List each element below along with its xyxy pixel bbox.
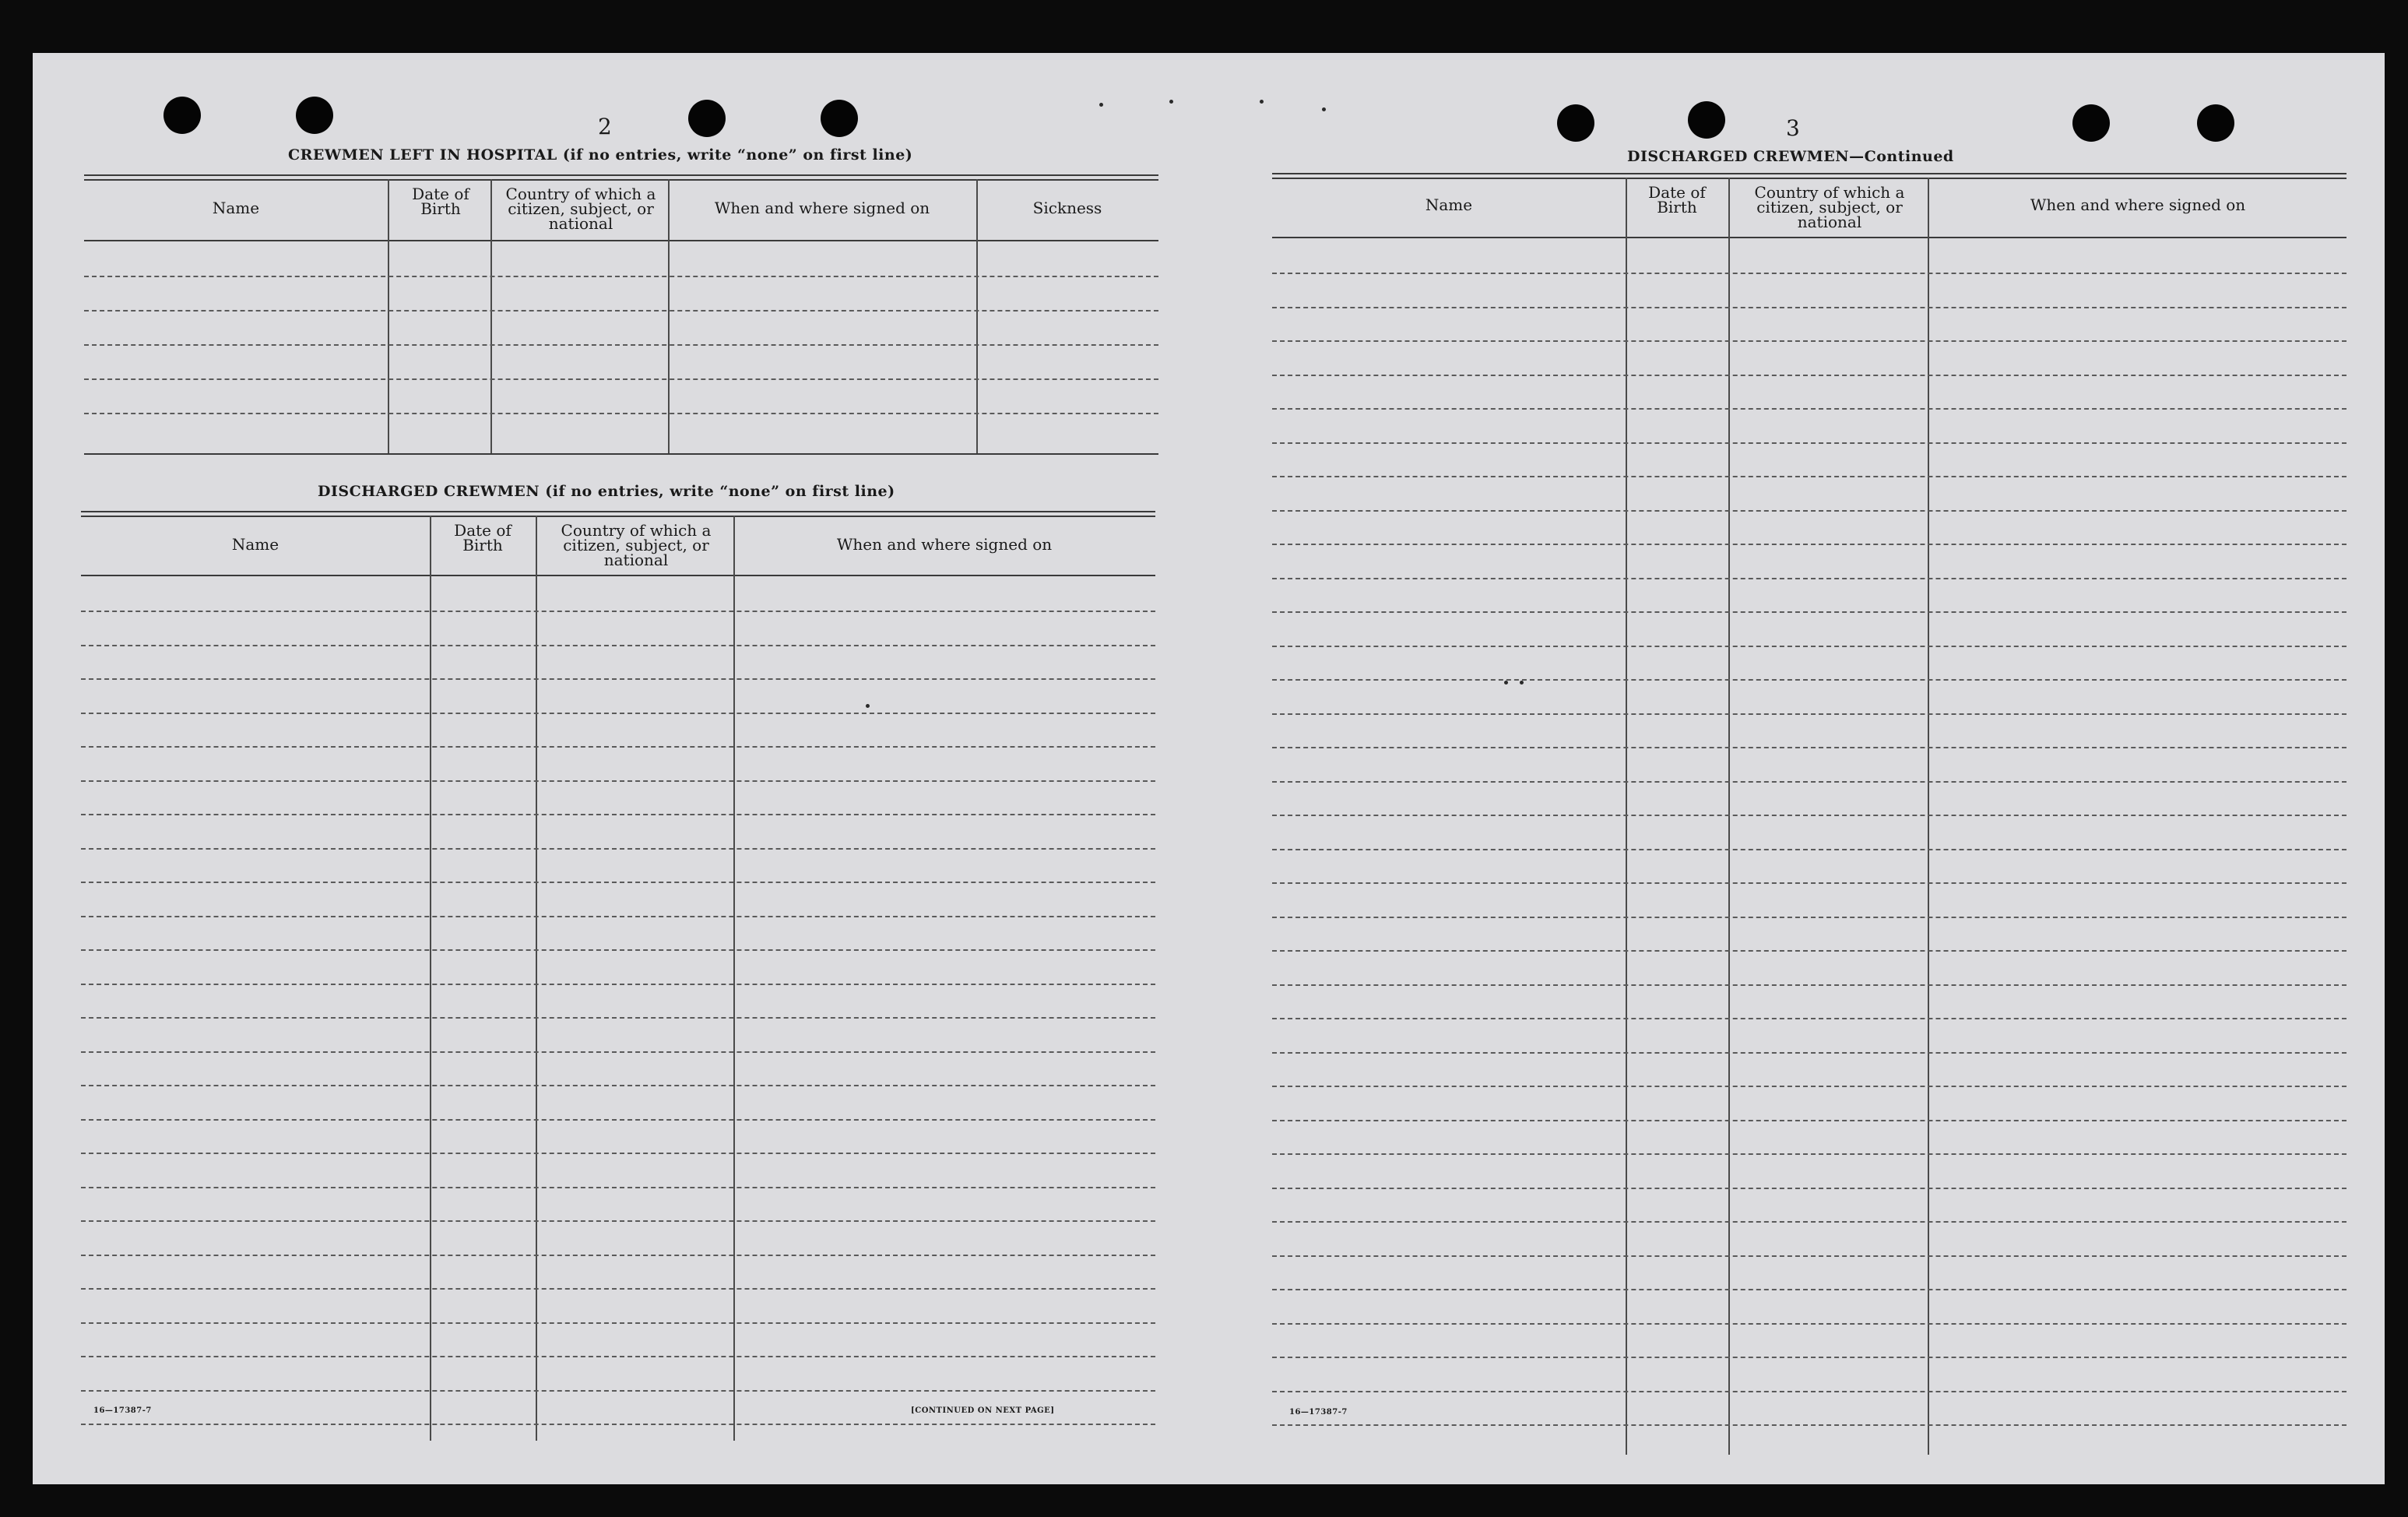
right-col-header bbox=[1733, 185, 1926, 230]
form-row-line bbox=[81, 848, 1155, 850]
form-row-line bbox=[1272, 984, 2346, 986]
discharged-table-top-rule bbox=[81, 511, 1155, 512]
punch-hole bbox=[296, 97, 333, 134]
form-row-line bbox=[1272, 950, 2346, 952]
form-row-line bbox=[81, 1187, 1155, 1188]
form-row-line bbox=[1272, 882, 2346, 884]
punch-hole bbox=[1557, 104, 1594, 142]
hospital-col-header bbox=[495, 187, 666, 231]
discharged-title-text: DISCHARGED CREWMEN bbox=[318, 483, 540, 500]
form-row-line bbox=[81, 1322, 1155, 1324]
form-row-line bbox=[1272, 375, 2346, 376]
form-row-line bbox=[81, 1051, 1155, 1053]
discharged-instruction: (if no entries, write “none” on first line) bbox=[545, 483, 895, 500]
form-row-line bbox=[1272, 510, 2346, 512]
form-row-line bbox=[1272, 1221, 2346, 1223]
right-header-dob: Date of Birth bbox=[1648, 183, 1706, 216]
form-number-right: 16—17387-7 bbox=[1289, 1408, 1348, 1417]
hospital-col-header bbox=[976, 201, 1158, 216]
discharged-section-title bbox=[318, 483, 895, 500]
form-row-line bbox=[1272, 1018, 2346, 1019]
right-col-header bbox=[1272, 195, 1626, 214]
form-row-line bbox=[1272, 1424, 2346, 1426]
discharged-header-bottom-rule bbox=[81, 575, 1155, 576]
form-row-line bbox=[1272, 1086, 2346, 1087]
form-row-line bbox=[81, 1288, 1155, 1290]
form-row-line bbox=[84, 310, 1158, 311]
form-row-line bbox=[81, 814, 1155, 815]
form-row-line bbox=[81, 645, 1155, 646]
discharged-table-top-rule-2 bbox=[81, 516, 1155, 517]
hospital-col-header bbox=[84, 201, 388, 216]
page-number-left: 2 bbox=[598, 114, 612, 139]
form-row-line bbox=[81, 1356, 1155, 1357]
right-table-top-rule-2 bbox=[1272, 178, 2346, 179]
punch-hole bbox=[163, 97, 201, 134]
right-header-signed: When and where signed on bbox=[2030, 195, 2246, 214]
hospital-title-text: CREWMEN LEFT IN HOSPITAL bbox=[288, 146, 557, 164]
hospital-col-header bbox=[395, 187, 486, 216]
form-row-line bbox=[1272, 578, 2346, 579]
form-row-line bbox=[1272, 781, 2346, 783]
discharged-header-dob: Date of Birth bbox=[454, 521, 511, 554]
discharged-header-signed: When and where signed on bbox=[836, 535, 1053, 554]
form-row-line bbox=[1272, 1323, 2346, 1325]
form-row-line bbox=[1272, 408, 2346, 410]
hospital-header-country: Country of which a citizen, subject, or national bbox=[505, 185, 656, 233]
punch-hole bbox=[688, 100, 726, 137]
form-row-line bbox=[1272, 646, 2346, 647]
form-row-line bbox=[1272, 1391, 2346, 1392]
form-row-line bbox=[84, 344, 1158, 346]
right-col-divider bbox=[1728, 178, 1730, 1455]
form-row-line bbox=[1272, 273, 2346, 274]
scan-speck bbox=[866, 704, 870, 708]
continued-section-title bbox=[1627, 148, 1954, 165]
form-row-line bbox=[1272, 611, 2346, 613]
hospital-header-signed: When and where signed on bbox=[714, 199, 930, 217]
form-row-line bbox=[81, 1424, 1155, 1425]
discharged-header-name: Name bbox=[231, 535, 279, 554]
scan-speck bbox=[1322, 107, 1326, 111]
form-number-left: 16—17387-7 bbox=[93, 1406, 152, 1415]
form-row-line bbox=[84, 276, 1158, 277]
hospital-table-top-rule-2 bbox=[84, 179, 1158, 181]
form-row-line bbox=[1272, 849, 2346, 850]
scan-speck bbox=[1260, 100, 1264, 104]
hospital-section-title bbox=[288, 146, 912, 164]
scan-speck bbox=[1169, 100, 1173, 104]
form-row-line bbox=[1272, 1357, 2346, 1358]
discharged-header-country: Country of which a citizen, subject, or national bbox=[561, 521, 712, 569]
hospital-instruction: (if no entries, write “none” on first line) bbox=[562, 146, 913, 164]
form-row-line bbox=[1272, 1255, 2346, 1257]
discharged-col-header bbox=[436, 523, 529, 553]
form-row-line bbox=[81, 984, 1155, 985]
scan-speck bbox=[1504, 681, 1508, 685]
discharged-col-divider bbox=[430, 516, 431, 1441]
punch-hole bbox=[2072, 104, 2110, 142]
hospital-table-bottom-rule bbox=[84, 453, 1158, 455]
discharged-col-header bbox=[81, 537, 430, 552]
hospital-header-dob: Date of Birth bbox=[412, 185, 469, 218]
form-row-line bbox=[1272, 1120, 2346, 1121]
hospital-col-header bbox=[668, 201, 976, 216]
right-col-divider bbox=[1928, 178, 1929, 1455]
continued-note: [CONTINUED ON NEXT PAGE] bbox=[911, 1406, 1055, 1415]
form-row-line bbox=[81, 1153, 1155, 1154]
continued-title-text: DISCHARGED CREWMEN bbox=[1627, 148, 1850, 165]
punch-hole bbox=[1688, 101, 1725, 139]
form-row-line bbox=[1272, 917, 2346, 918]
punch-hole bbox=[2197, 104, 2234, 142]
form-row-line bbox=[81, 780, 1155, 782]
form-row-line bbox=[81, 713, 1155, 714]
punch-hole bbox=[821, 100, 858, 137]
form-row-line bbox=[1272, 1153, 2346, 1155]
form-row-line bbox=[81, 1119, 1155, 1121]
form-row-line bbox=[81, 746, 1155, 748]
right-header-country: Country of which a citizen, subject, or national bbox=[1754, 183, 1905, 231]
form-row-line bbox=[81, 916, 1155, 917]
hospital-header-sickness: Sickness bbox=[1032, 199, 1102, 217]
form-row-line bbox=[1272, 747, 2346, 748]
form-row-line bbox=[81, 1390, 1155, 1392]
continued-label: —Continued bbox=[1849, 148, 1954, 165]
form-row-line bbox=[1272, 340, 2346, 342]
page-number-right: 3 bbox=[1786, 115, 1800, 141]
right-col-header bbox=[1928, 195, 2348, 214]
form-row-line bbox=[81, 949, 1155, 951]
discharged-col-divider bbox=[733, 516, 735, 1441]
form-row-line bbox=[1272, 442, 2346, 444]
form-row-line bbox=[1272, 679, 2346, 681]
form-row-line bbox=[81, 1220, 1155, 1222]
form-row-line bbox=[1272, 476, 2346, 477]
form-row-line bbox=[81, 1017, 1155, 1019]
form-row-line bbox=[1272, 544, 2346, 545]
form-row-line bbox=[1272, 815, 2346, 816]
form-row-line bbox=[1272, 1289, 2346, 1290]
hospital-header-name: Name bbox=[212, 199, 260, 217]
form-row-line bbox=[81, 678, 1155, 680]
form-row-line bbox=[81, 611, 1155, 612]
hospital-header-bottom-rule bbox=[84, 240, 1158, 241]
form-row-line bbox=[84, 378, 1158, 380]
form-row-line bbox=[1272, 1188, 2346, 1189]
right-col-header bbox=[1630, 185, 1724, 215]
discharged-col-header bbox=[540, 523, 732, 568]
right-table-top-rule bbox=[1272, 173, 2346, 174]
right-header-name: Name bbox=[1425, 195, 1473, 214]
form-sheet bbox=[33, 53, 2385, 1484]
discharged-col-divider bbox=[536, 516, 537, 1441]
right-header-bottom-rule bbox=[1272, 237, 2346, 238]
scan-speck bbox=[1099, 103, 1103, 107]
form-row-line bbox=[84, 413, 1158, 414]
discharged-col-header bbox=[733, 537, 1155, 552]
right-col-divider bbox=[1626, 178, 1627, 1455]
form-row-line bbox=[81, 1255, 1155, 1256]
form-row-line bbox=[81, 882, 1155, 883]
hospital-table-top-rule bbox=[84, 174, 1158, 176]
form-row-line bbox=[81, 1085, 1155, 1086]
scan-speck bbox=[1520, 681, 1524, 685]
form-row-line bbox=[1272, 1052, 2346, 1054]
form-row-line bbox=[1272, 713, 2346, 715]
form-row-line bbox=[1272, 307, 2346, 308]
